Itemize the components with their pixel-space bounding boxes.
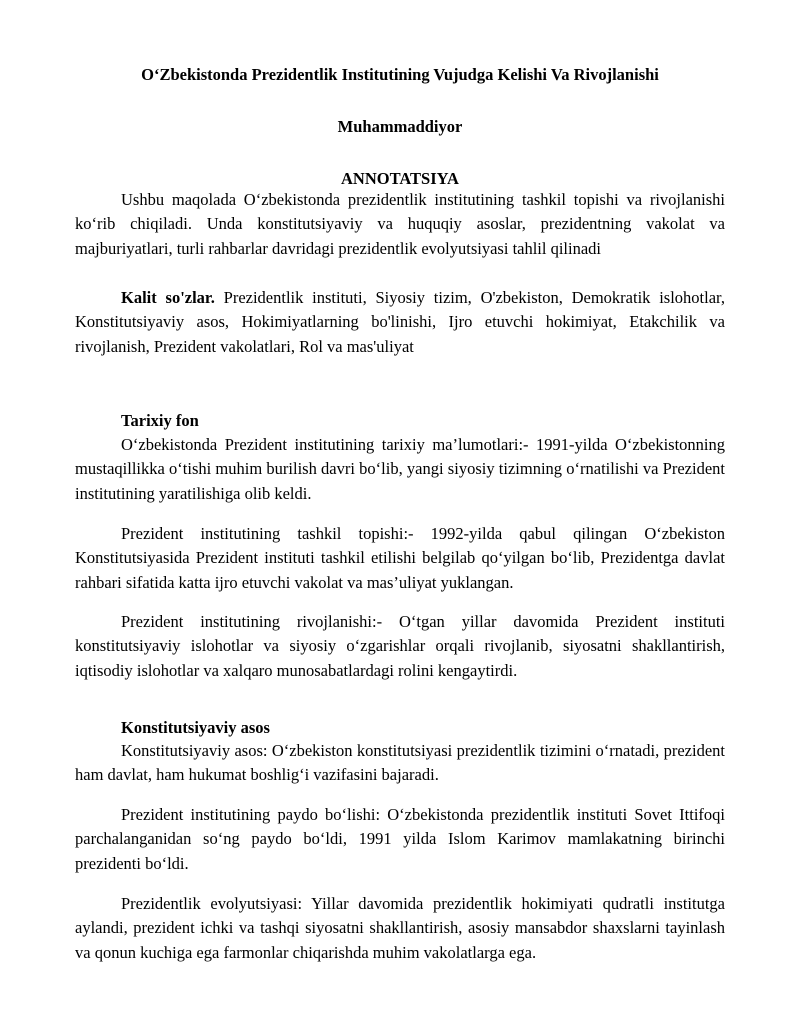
annotation-text: Ushbu maqolada O‘zbekistonda prezidentlik institutining tashkil topishi va rivojlanishi ko‘rib chiqiladi. Unda konstitutsiyaviy va huquqiy asoslar, prezidentning vakolat va majburiyatlari, turli rahbarlar davridagi prezidentlik evolyutsiyasi tahlil qilinadi — [75, 190, 725, 258]
section-heading-konstitutsiyaviy-asos: Konstitutsiyaviy asos — [121, 718, 270, 737]
keywords-paragraph — [75, 286, 725, 359]
body-paragraph: Prezidentlik evolyutsiyasi: Yillar davomida prezidentlik hokimiyati qudratli institutga aylandi, prezident ichki va tashqi siyosatni shakllantirish, asosiy mansabdor shaxslarni tayinlash va qonun kuchiga ega farmonlar chiqarishda muhim vakolatlarga ega. — [75, 894, 725, 962]
annotation-heading: ANNOTATSIYA — [341, 169, 459, 188]
body-paragraph: O‘zbekistonda Prezident institutining tarixiy ma’lumotlari:- 1991-yilda O‘zbekistonning mustaqillikka o‘tishi muhim burilish davri bo‘lib, yangi siyosiy tizimning o‘rnatilishi va Prezident institutining yaratilishiga olib keldi. — [75, 435, 725, 503]
body-paragraph: Konstitutsiyaviy asos: O‘zbekiston konstitutsiyasi prezidentlik tizimini o‘rnatadi, prezident ham davlat, ham hukumat boshlig‘i vazifasini bajaradi. — [75, 741, 725, 785]
section-heading-tarixiy-fon: Tarixiy fon — [121, 411, 199, 430]
paper-title: O‘Zbekistonda Prezidentlik Institutining Vujudga Kelishi Va Rivojlanishi — [141, 65, 659, 84]
keywords-label: Kalit so'zlar. — [121, 288, 215, 307]
body-paragraph: Prezident institutining paydo bo‘lishi: O‘zbekistonda prezidentlik instituti Sovet Ittifoqi parchalanganidan so‘ng paydo bo‘ldi, 1991 yilda Islom Karimov mamlakatning birinchi prezidenti bo‘ldi. — [75, 805, 725, 873]
body-paragraph: Prezident institutining rivojlanishi:- O‘tgan yillar davomida Prezident instituti konstitutsiyaviy islohotlar va siyosiy o‘zgarishlar orqali rivojlanib, siyosatni shakllantirish, iqtisodiy islohotlar va xalqaro munosabatlardagi rolini kengaytirdi. — [75, 612, 725, 680]
body-paragraph: Prezident institutining tashkil topishi:- 1992-yilda qabul qilingan O‘zbekiston Konstitutsiyasida Prezident instituti tashkil etilishi belgilab qo‘yilgan bo‘lib, Prezidentga davlat rahbari sifatida katta ijro etuvchi vakolat va mas’uliyat yuklangan. — [75, 524, 725, 592]
keywords-text: Prezidentlik instituti, Siyosiy tizim, O'zbekiston, Demokratik islohotlar, Konstitutsiyaviy asos, Hokimiyatlarning bo'linishi, Ijro etuvchi hokimiyat, Etakchilik va rivojlanish, Prezident vakolatlari, Rol va mas'uliyat — [75, 288, 725, 356]
author-name: Muhammaddiyor — [337, 117, 463, 136]
